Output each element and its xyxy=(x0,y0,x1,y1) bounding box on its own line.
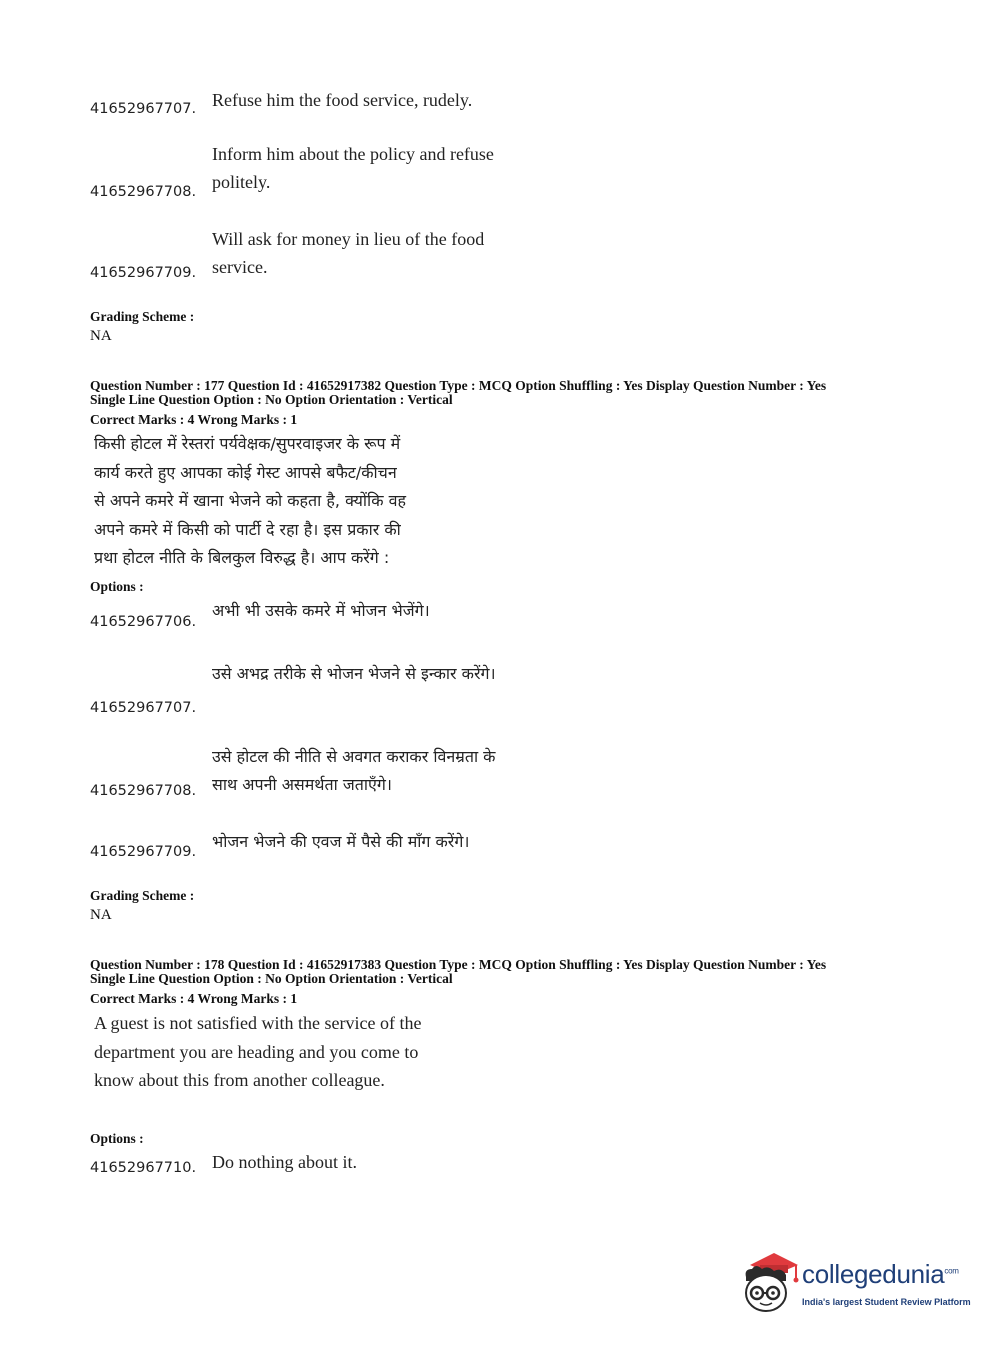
options-label: Options : xyxy=(90,1131,144,1146)
mascot-icon xyxy=(740,1247,802,1317)
option-id: 41652967710. xyxy=(90,1160,197,1176)
option-text: अभी भी उसके कमरे में भोजन भेजेंगे। xyxy=(212,601,430,620)
question-meta-line2: Single Line Question Option : No Option Orientation : Vertical xyxy=(90,392,453,407)
grading-scheme-label: Grading Scheme : xyxy=(90,888,195,903)
logo-tm: com xyxy=(944,1266,959,1276)
question-line: कार्य करते हुए आपका कोई गेस्ट आपसे बफैट/कीचन xyxy=(94,462,397,482)
option-id: 41652967709. xyxy=(90,844,197,860)
question-line: प्रथा होटल नीति के बिलकुल विरुद्ध है। आप करेंगे : xyxy=(94,548,390,567)
option-id: 41652967706. xyxy=(90,614,197,630)
option-text: भोजन भेजने की एवज में पैसे की माँग करेंगे। xyxy=(212,832,470,851)
grading-scheme-value: NA xyxy=(90,907,112,923)
question-meta-line1: Question Number : 177 Question Id : 41652917382 Question Type : MCQ Option Shuffling : Yes Display Question Number : Yes xyxy=(90,378,827,393)
option-text: Inform him about the policy and refuse politely. xyxy=(212,144,494,192)
question-line: किसी होटल में रेस्तरां पर्यवेक्षक/सुपरवाइजर के रूप में xyxy=(94,434,401,453)
option-id: 41652967707. xyxy=(90,101,197,117)
option-text: Refuse him the food service, rudely. xyxy=(212,90,473,110)
option-id: 41652967709. xyxy=(90,265,197,281)
option-text: Do nothing about it. xyxy=(212,1152,357,1172)
question-marks: Correct Marks : 4 Wrong Marks : 1 xyxy=(90,991,298,1006)
question-marks: Correct Marks : 4 Wrong Marks : 1 xyxy=(90,412,298,427)
question-text xyxy=(94,430,449,573)
collegedunia-logo xyxy=(740,1247,970,1322)
question-line: अपने कमरे में किसी को पार्टी दे रहा है। इस प्रकार की xyxy=(94,519,401,539)
question-text: A guest is not satisfied with the service of the department you are heading and you come to know about this from another colleague. xyxy=(94,1013,422,1090)
option-id: 41652967708. xyxy=(90,783,197,799)
logo-name-text: collegedunia xyxy=(802,1259,945,1289)
question-meta-line1: Question Number : 178 Question Id : 41652917383 Question Type : MCQ Option Shuffling : Yes Display Question Number : Yes xyxy=(90,957,827,972)
option-id: 41652967708. xyxy=(90,184,197,200)
logo-tagline: India's largest Student Review Platform xyxy=(802,1297,971,1307)
option-text: उसे होटल की नीति से अवगत कराकर विनम्रता के साथ अपनी असमर्थता जताएँगे। xyxy=(212,747,496,794)
question-line: से अपने कमरे में खाना भेजने को कहता है, क्योंकि वह xyxy=(94,491,406,510)
option-text: उसे अभद्र तरीके से भोजन भेजने से इन्कार करेंगे। xyxy=(212,664,496,683)
grading-scheme-label: Grading Scheme : xyxy=(90,309,195,324)
grading-scheme-value: NA xyxy=(90,328,112,344)
logo-wordmark xyxy=(802,1259,959,1290)
option-id: 41652967707. xyxy=(90,700,197,716)
question-meta-line2: Single Line Question Option : No Option Orientation : Vertical xyxy=(90,971,453,986)
options-label: Options : xyxy=(90,579,144,594)
option-text: Will ask for money in lieu of the food service. xyxy=(212,229,485,277)
